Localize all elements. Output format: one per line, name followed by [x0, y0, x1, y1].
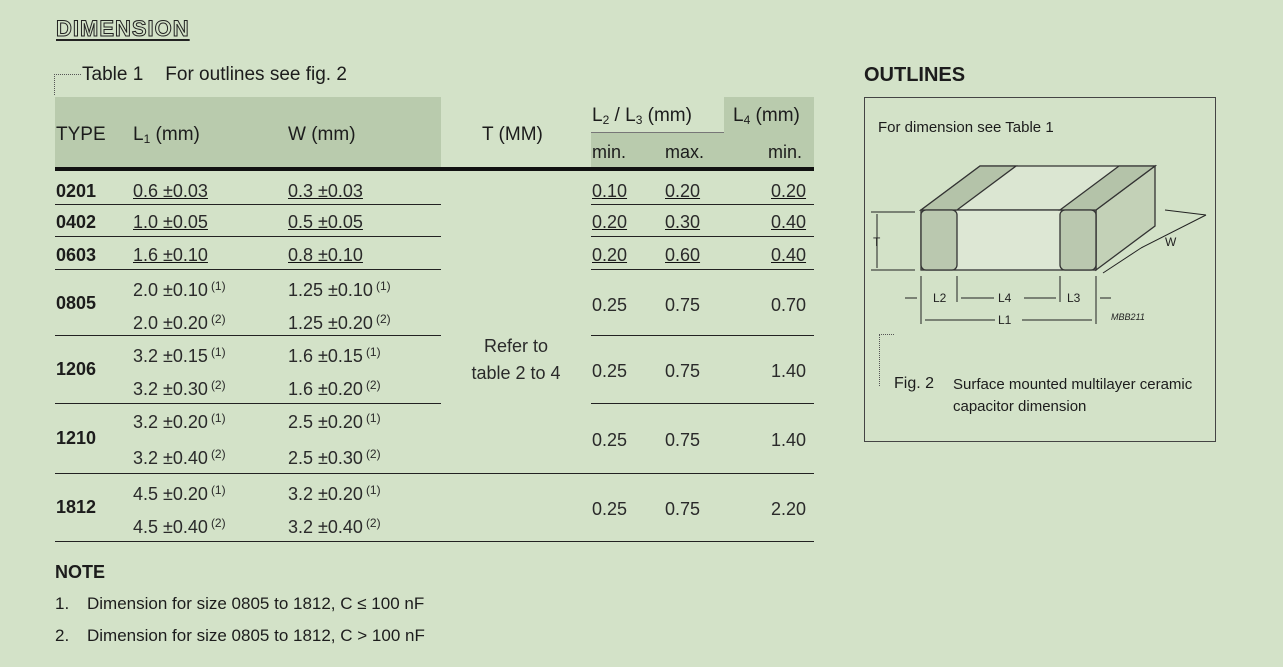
row-l4: 0.70	[771, 295, 807, 315]
caption-bracket	[54, 74, 81, 95]
row-w: 0.5 ±0.05	[288, 212, 363, 232]
row-type: 0402	[56, 212, 97, 232]
row-w: 0.3 ±0.03	[288, 181, 363, 201]
row-l1: 2.0 ±0.20 $^{(2)}$	[133, 312, 226, 333]
row-min: 0.25	[592, 430, 628, 450]
row-w: 2.5 ±0.30 $^{(2)}$	[288, 447, 381, 468]
header-type: TYPE	[56, 124, 106, 145]
row-divider	[55, 269, 441, 270]
row-divider	[55, 335, 441, 336]
label-l1: L1	[998, 313, 1012, 327]
row-divider	[591, 269, 814, 270]
row-l4: 0.20	[771, 181, 807, 201]
outline-figure-box	[864, 97, 1216, 442]
header-l23-divider	[591, 132, 724, 133]
row-l1: 3.2 ±0.40 $^{(2)}$	[133, 447, 226, 468]
row-l1: 1.0 ±0.05	[133, 212, 208, 232]
outlines-title: OUTLINES	[864, 64, 966, 86]
table-header-bg-left	[55, 97, 441, 167]
page-heading: DIMENSION	[56, 16, 190, 41]
row-divider	[55, 403, 441, 404]
row-divider	[591, 403, 814, 404]
row-l1: 4.5 ±0.40 $^{(2)}$	[133, 516, 226, 537]
row-max: 0.30	[665, 212, 701, 232]
row-w: 3.2 ±0.20 $^{(1)}$	[288, 483, 381, 504]
row-type: 1812	[56, 497, 97, 517]
header-l1: $L_1$ (mm)	[133, 124, 200, 146]
row-min: 0.25	[592, 499, 628, 519]
row-type: 0603	[56, 245, 97, 265]
label-l3: L3	[1067, 291, 1081, 305]
row-max: 0.75	[665, 499, 701, 519]
row-w: 0.8 ±0.10	[288, 245, 363, 265]
row-max: 0.75	[665, 361, 701, 381]
label-w: W	[1165, 235, 1177, 249]
row-l1: 0.6 ±0.03	[133, 181, 208, 201]
label-t: T	[873, 235, 881, 249]
header-l23: $L_2 / L_3$ (mm)	[592, 105, 692, 127]
row-type: 1210	[56, 428, 97, 448]
note-title: NOTE	[55, 562, 106, 582]
row-w: 1.25 ±0.20 $^{(2)}$	[288, 312, 391, 333]
row-max: 0.75	[665, 295, 701, 315]
row-l4: 2.20	[771, 499, 807, 519]
row-max: 0.75	[665, 430, 701, 450]
figure-label: Fig. 2	[894, 375, 935, 392]
row-l1: 3.2 ±0.15 $^{(1)}$	[133, 345, 226, 366]
label-l4: L4	[998, 291, 1012, 305]
table-bottom-rule	[55, 541, 814, 542]
row-l4: 0.40	[771, 245, 807, 265]
row-divider	[55, 473, 814, 474]
row-l1: 4.5 ±0.20 $^{(1)}$	[133, 483, 226, 504]
note-item: 2. Dimension for size 0805 to 1812, C > 100 nF	[55, 626, 425, 645]
t-merged-cell: Refer to table 2 to 4	[471, 336, 561, 383]
row-l4: 1.40	[771, 430, 807, 450]
row-l1: 3.2 ±0.20 $^{(1)}$	[133, 411, 226, 432]
row-type: 0201	[56, 181, 97, 201]
row-l1: 1.6 ±0.10	[133, 245, 208, 265]
header-max: max.	[665, 142, 705, 162]
figure-caption-line2: capacitor dimension	[953, 398, 1087, 415]
row-w: 1.6 ±0.20 $^{(2)}$	[288, 378, 381, 399]
row-min: 0.10	[592, 181, 628, 201]
row-w: 3.2 ±0.40 $^{(2)}$	[288, 516, 381, 537]
row-max: 0.60	[665, 245, 701, 265]
row-w: 1.25 ±0.10 $^{(1)}$	[288, 279, 391, 300]
table-caption-text: For outlines see fig. 2	[165, 64, 347, 85]
table-caption-label: Table 1	[82, 64, 144, 85]
row-min: 0.25	[592, 361, 628, 381]
row-divider	[591, 335, 814, 336]
label-l2: L2	[933, 291, 947, 305]
row-type: 0805	[56, 293, 97, 313]
outline-box-note: For dimension see Table 1	[878, 119, 1054, 136]
row-min: 0.25	[592, 295, 628, 315]
capacitor-body	[921, 166, 1155, 270]
header-l4: $L_4$ (mm)	[733, 105, 800, 127]
row-max: 0.20	[665, 181, 701, 201]
header-t: T (MM)	[482, 124, 543, 145]
row-min: 0.20	[592, 212, 628, 232]
header-rule	[55, 167, 814, 171]
note-item: 1. Dimension for size 0805 to 1812, C ≤ 100 nF	[55, 594, 425, 613]
row-min: 0.20	[592, 245, 628, 265]
row-type: 1206	[56, 359, 97, 379]
figure-caption-line1: Surface mounted multilayer ceramic	[953, 376, 1193, 393]
header-w: W (mm)	[288, 124, 356, 145]
header-l4-min: min.	[768, 142, 803, 162]
row-divider	[591, 204, 814, 205]
row-divider	[55, 204, 441, 205]
drawing-code: MBB211	[1111, 312, 1145, 322]
row-divider	[591, 236, 814, 237]
table-caption	[82, 64, 347, 86]
row-w: 2.5 ±0.20 $^{(1)}$	[288, 411, 381, 432]
row-l1: 2.0 ±0.10 $^{(1)}$	[133, 279, 226, 300]
header-min: min.	[592, 142, 627, 162]
row-w: 1.6 ±0.15 $^{(1)}$	[288, 345, 381, 366]
row-divider	[55, 236, 441, 237]
row-l1: 3.2 ±0.30 $^{(2)}$	[133, 378, 226, 399]
row-l4: 0.40	[771, 212, 807, 232]
figure-caption-bracket	[879, 334, 894, 386]
row-l4: 1.40	[771, 361, 807, 381]
